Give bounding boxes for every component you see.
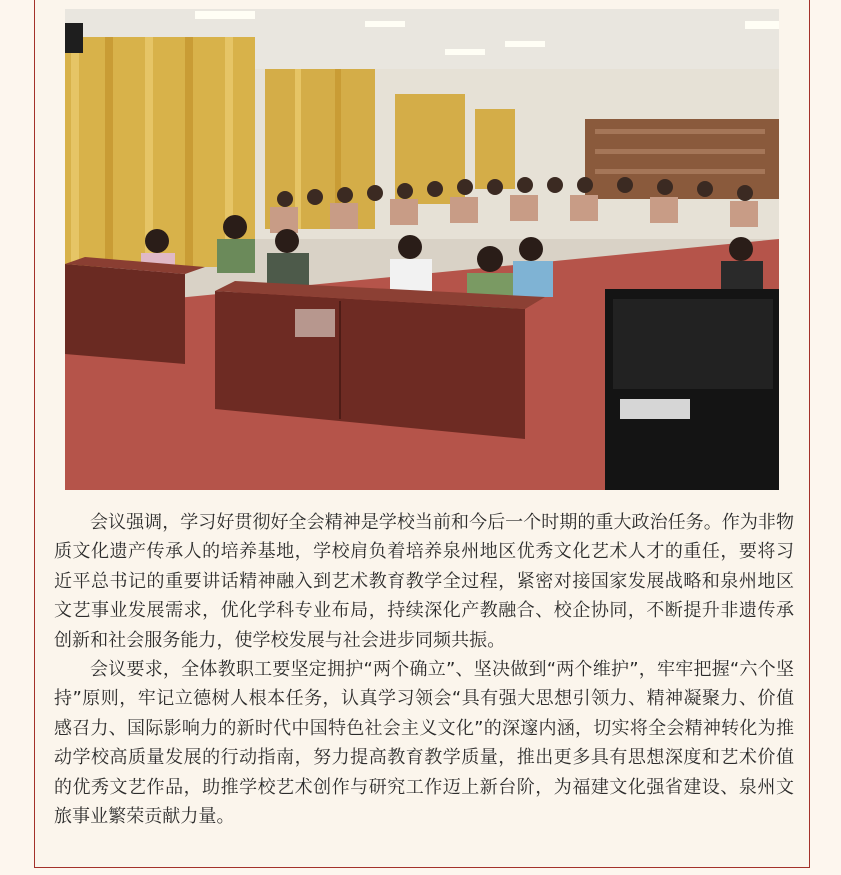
paragraph-1: 会议强调，学习好贯彻好全会精神是学校当前和今后一个时期的重大政治任务。作为非物质文化遗产传承人的培养基地，学校肩负着培养泉州地区优秀文化艺术人才的重任，要将习近平总书记的重要讲话精神融入到艺术教育教学全过程，紧密对接国家发展战略和泉州地区文艺事业发展需求，优化学科专业布局，持续深化产教融合、校企协同，不断提升非遗传承创新和社会服务能力，使学校发展与社会进步同频共振。	[54, 512, 794, 651]
article-body	[54, 508, 794, 831]
paragraph-2: 会议要求，全体教职工要坚定拥护“两个确立”、坚决做到“两个维护”，牢牢把握“六个坚持”原则，牢记立德树人根本任务，认真学习领会“具有强大思想引领力、精神凝聚力、价值感召力、国际影响力的新时代中国特色社会主义文化”的深邃内涵，切实将全会精神转化为推动学校高质量发展的行动指南，努力提高教育教学质量，推出更多具有思想深度和艺术价值的优秀文艺作品，助推学校艺术创作与研究工作迈上新台阶，为福建文化强省建设、泉州文旅事业繁荣贡献力量。	[54, 659, 794, 828]
meeting-photo	[65, 9, 779, 490]
meeting-photo-illustration	[65, 9, 779, 490]
